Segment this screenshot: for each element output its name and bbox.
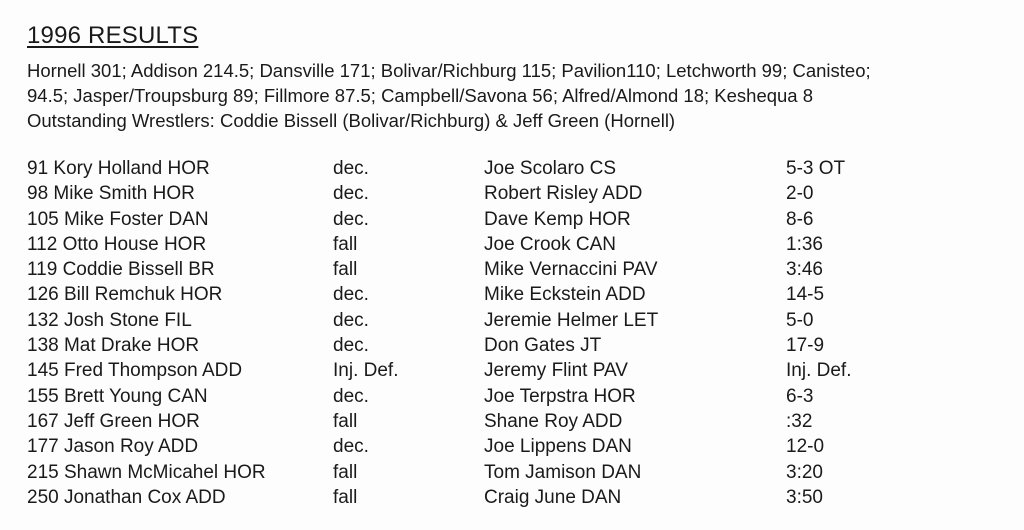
winner-cell: 91 Kory Holland HOR <box>27 158 210 179</box>
result-row <box>0 384 1024 409</box>
loser-cell: Joe Scolaro CS <box>484 158 617 179</box>
method-cell: fall <box>333 233 358 255</box>
page-title: 1996 RESULTS <box>27 22 199 49</box>
method-cell: dec. <box>333 208 369 230</box>
winner-cell: 112 Otto House HOR <box>27 233 207 255</box>
winner-cell: 132 Josh Stone FIL <box>27 309 192 331</box>
results-table <box>0 156 1024 510</box>
method-cell: dec. <box>333 335 369 357</box>
score-cell: 1:36 <box>786 233 823 255</box>
winner-cell: 126 Bill Remchuk HOR <box>27 284 223 306</box>
method-cell: fall <box>333 410 358 432</box>
team-scores-line: 94.5; Jasper/Troupsburg 89; Fillmore 87.5; Campbell/Savona 56; Alfred/Almond 18; Keshequa 8 <box>27 85 814 106</box>
outstanding-wrestlers: Outstanding Wrestlers: Coddie Bissell (Bolivar/Richburg) & Jeff Green (Hornell) <box>27 110 676 131</box>
score-cell: 3:46 <box>786 259 823 281</box>
result-row <box>0 232 1024 257</box>
loser-cell: Mike Vernaccini PAV <box>484 259 658 281</box>
loser-cell: Dave Kemp HOR <box>484 208 631 230</box>
result-row <box>0 333 1024 358</box>
winner-cell: 145 Fred Thompson ADD <box>27 360 243 382</box>
loser-cell: Joe Lippens DAN <box>484 436 632 458</box>
loser-cell: Tom Jamison DAN <box>484 461 642 483</box>
score-cell: 5-3 OT <box>786 158 846 179</box>
winner-cell: 215 Shawn McMicahel HOR <box>27 461 266 483</box>
method-cell: fall <box>333 259 358 281</box>
result-row <box>0 282 1024 307</box>
loser-cell: Mike Eckstein ADD <box>484 284 646 306</box>
winner-cell: 167 Jeff Green HOR <box>27 410 200 432</box>
result-row <box>0 358 1024 383</box>
score-cell: 8-6 <box>786 208 814 230</box>
method-cell: dec. <box>333 284 369 306</box>
team-scores-line: Hornell 301; Addison 214.5; Dansville 171; Bolivar/Richburg 115; Pavilion110; Letchworth 99; Canisteo; <box>27 60 871 81</box>
loser-cell: Jeremie Helmer LET <box>484 309 659 331</box>
result-row <box>0 257 1024 282</box>
loser-cell: Shane Roy ADD <box>484 410 623 432</box>
winner-cell: 250 Jonathan Cox ADD <box>27 486 226 508</box>
loser-cell: Robert Risley ADD <box>484 183 643 205</box>
result-row <box>0 156 1024 181</box>
result-row <box>0 181 1024 206</box>
winner-cell: 138 Mat Drake HOR <box>27 335 200 357</box>
winner-cell: 98 Mike Smith HOR <box>27 183 195 205</box>
winner-cell: 119 Coddie Bissell BR <box>27 259 215 281</box>
method-cell: dec. <box>333 385 369 407</box>
method-cell: dec. <box>333 183 369 205</box>
winner-cell: 105 Mike Foster DAN <box>27 208 209 230</box>
winner-cell: 177 Jason Roy ADD <box>27 436 199 458</box>
loser-cell: Jeremy Flint PAV <box>484 360 628 382</box>
loser-cell: Joe Terpstra HOR <box>484 385 636 407</box>
method-cell: dec. <box>333 158 369 179</box>
loser-cell: Craig June DAN <box>484 486 622 508</box>
score-cell: 2-0 <box>786 183 814 205</box>
result-row <box>0 308 1024 333</box>
method-cell: dec. <box>333 436 369 458</box>
result-row <box>0 434 1024 459</box>
score-cell: 3:20 <box>786 461 823 483</box>
score-cell: 6-3 <box>786 385 814 407</box>
score-cell: 12-0 <box>786 436 825 458</box>
score-cell: :32 <box>786 410 813 432</box>
score-cell: 14-5 <box>786 284 825 306</box>
method-cell: dec. <box>333 309 369 331</box>
result-row <box>0 460 1024 485</box>
loser-cell: Don Gates JT <box>484 335 602 357</box>
score-cell: 5-0 <box>786 309 814 331</box>
method-cell: Inj. Def. <box>333 360 399 382</box>
result-row <box>0 485 1024 510</box>
method-cell: fall <box>333 461 358 483</box>
team-scores-summary <box>27 58 1017 133</box>
loser-cell: Joe Crook CAN <box>484 233 616 255</box>
method-cell: fall <box>333 486 358 508</box>
winner-cell: 155 Brett Young CAN <box>27 385 208 407</box>
score-cell: 3:50 <box>786 486 823 508</box>
result-row <box>0 409 1024 434</box>
result-row <box>0 207 1024 232</box>
score-cell: Inj. Def. <box>786 360 852 382</box>
score-cell: 17-9 <box>786 335 825 357</box>
